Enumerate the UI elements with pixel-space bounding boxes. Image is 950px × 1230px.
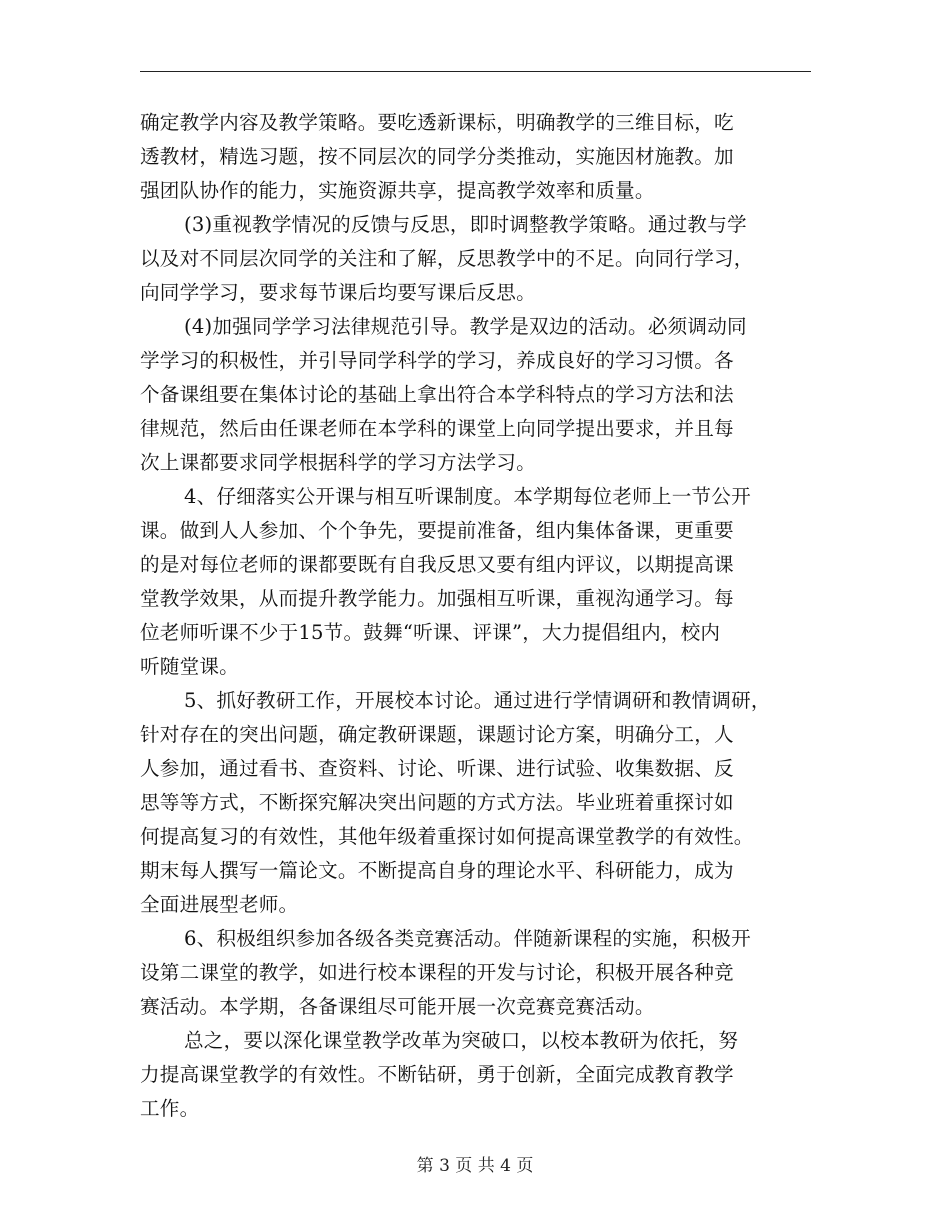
text-line: 强团队协作的能力，实施资源共享，提高教学效率和质量。: [140, 179, 655, 202]
paragraph-item-4: [140, 310, 820, 480]
document-body: [140, 106, 820, 1126]
text-line: 6、积极组织参加各级各类竞赛活动。伴随新课程的实施，积极开: [184, 927, 751, 950]
text-line: 4、仔细落实公开课与相互听课制度。本学期每位老师上一节公开: [184, 485, 751, 508]
text-line: 学学习的积极性，并引导同学科学的学习，养成良好的学习习惯。各: [140, 349, 734, 372]
text-line: 个备课组要在集体讨论的基础上拿出符合本学科特点的学习方法和法: [140, 383, 734, 406]
text-line: 人参加，通过看书、查资料、讨论、听课、进行试验、收集数据、反: [140, 757, 734, 780]
paragraph-item-3: [140, 208, 820, 310]
text-line: 向同学学习，要求每节课后均要写课后反思。: [140, 281, 536, 304]
text-line: 课。做到人人参加、个个争先，要提前准备，组内集体备课，更重要: [140, 519, 734, 542]
text-line: 以及对不同层次同学的关注和了解，反思教学中的不足。向同行学习，: [140, 247, 754, 270]
text-line: 5、抓好教研工作，开展校本讨论。通过进行学情调研和教情调研，: [184, 689, 771, 712]
text-line: 何提高复习的有效性，其他年级着重探讨如何提高课堂教学的有效性。: [140, 825, 754, 848]
text-line: 期末每人撰写一篇论文。不断提高自身的理论水平、科研能力，成为: [140, 859, 734, 882]
text-line: (3)重视教学情况的反馈与反思，即时调整教学策略。通过教与学: [184, 213, 747, 236]
text-line: 律规范，然后由任课老师在本学科的课堂上向同学提出要求，并且每: [140, 417, 734, 440]
text-line: 次上课都要求同学根据科学的学习方法学习。: [140, 451, 536, 474]
paragraph-summary: [140, 1024, 820, 1126]
paragraph-continuation: [140, 106, 820, 208]
text-line: 思等等方式，不断探究解决突出问题的方式方法。毕业班着重探讨如: [140, 791, 734, 814]
text-line: 全面进展型老师。: [140, 893, 299, 916]
text-line: 透教材，精选习题，按不同层次的同学分类推动，实施因材施教。加: [140, 145, 734, 168]
text-line: 设第二课堂的教学，如进行校本课程的开发与讨论，积极开展各种竞: [140, 961, 734, 984]
text-line: (4)加强同学学习法律规范引导。教学是双边的活动。必须调动同: [184, 315, 747, 338]
paragraph-section-5: [140, 684, 820, 922]
page-number-footer: 第 3 页 共 4 页: [416, 1156, 534, 1176]
text-line: 的是对每位老师的课都要既有自我反思又要有组内评议，以期提高课: [140, 553, 734, 576]
text-line: 总之，要以深化课堂教学改革为突破口，以校本教研为依托，努: [184, 1029, 739, 1052]
text-line: 确定教学内容及教学策略。要吃透新课标，明确教学的三维目标，吃: [140, 111, 734, 134]
text-line: 堂教学效果，从而提升教学能力。加强相互听课，重视沟通学习。每: [140, 587, 734, 610]
paragraph-section-4: [140, 480, 820, 684]
text-line: 针对存在的突出问题，确定教研课题，课题讨论方案，明确分工，人: [140, 723, 734, 746]
text-line: 力提高课堂教学的有效性。不断钻研，勇于创新，全面完成教育教学: [140, 1063, 734, 1086]
text-line: 听随堂课。: [140, 655, 239, 678]
text-line: 工作。: [140, 1097, 200, 1120]
header-rule: [140, 71, 811, 72]
text-line: 赛活动。本学期，各备课组尽可能开展一次竞赛竞赛活动。: [140, 995, 655, 1018]
text-line: 位老师听课不少于15节。鼓舞“听课、评课”，大力提倡组内，校内: [140, 621, 721, 644]
paragraph-section-6: [140, 922, 820, 1024]
